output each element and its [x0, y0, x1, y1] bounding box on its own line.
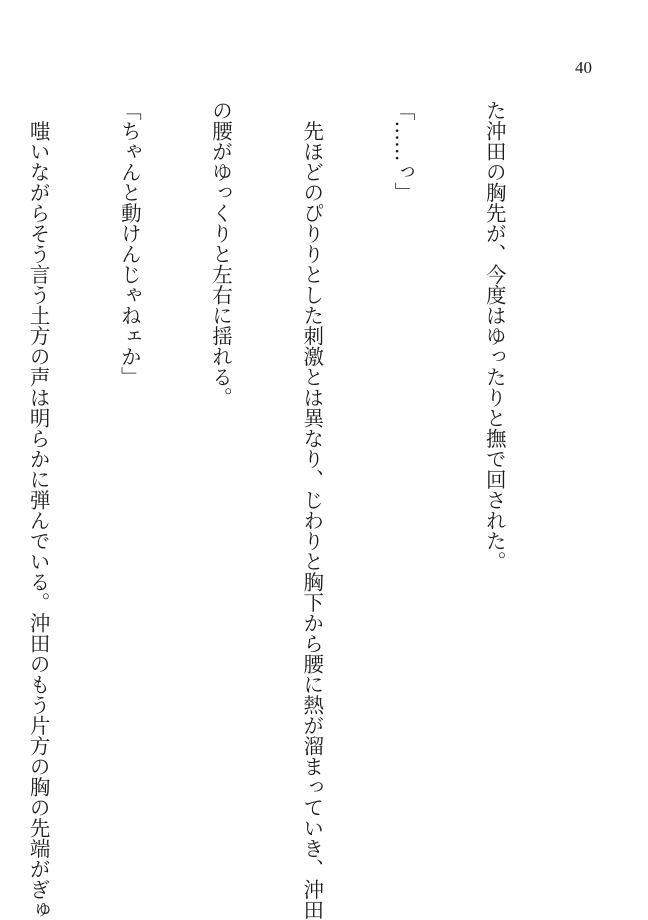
- text-line: の腰がゆっくりと左右に揺れる。: [208, 100, 233, 408]
- vertical-text-body: [26, 100, 570, 920]
- text-line: 嗤いながらそう言う土方の声は明らかに弾んでいる。沖田のもう片方の胸の先端がぎゅ: [26, 100, 51, 920]
- text-line: 「……っ」: [390, 100, 415, 203]
- text-line: 「ちゃんと動けんじゃねェか」: [117, 100, 142, 387]
- text-line: た沖田の胸先が、今度はゆったりと撫で回された。: [482, 100, 507, 572]
- page-number: 40: [575, 58, 592, 77]
- text-line: 先ほどのぴりりとした刺激とは異なり、じわりと胸下から腰に熱が溜まっていき、沖田: [299, 100, 324, 920]
